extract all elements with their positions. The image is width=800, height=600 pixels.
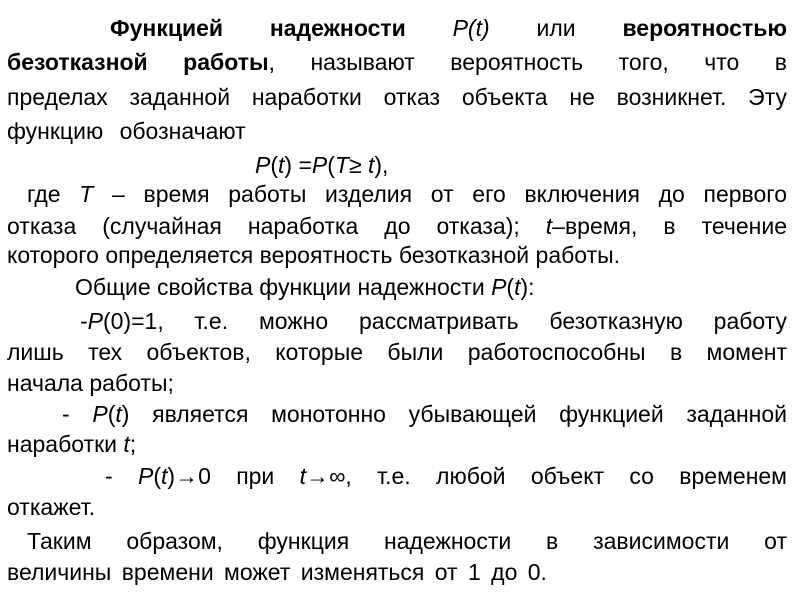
- explanation-line-1: [7, 180, 787, 209]
- explanation-T: T: [79, 181, 94, 207]
- property-3-line-2: откажет.: [7, 494, 95, 520]
- property-2-dash: -: [62, 401, 93, 427]
- property-2-line-1-rest: ) является монотонно убывающей функцией заданной: [121, 401, 787, 427]
- term-failure-free-operation: безотказной работы: [7, 49, 269, 75]
- word-or: или: [536, 15, 576, 41]
- properties-heading-text: Общие свойства функции надежности: [75, 274, 492, 300]
- property-1-dash: -: [80, 308, 88, 334]
- properties-heading-P: P: [491, 274, 507, 300]
- formula-T: T: [334, 152, 349, 178]
- formula-end: ),: [374, 152, 389, 178]
- property-3-line-1-rest: , т.е. любой объект со временем: [345, 463, 787, 489]
- func-P-t: P(t): [452, 15, 490, 41]
- property-1-line-2: лишь тех объектов, которые были работоспособны в момент: [7, 339, 787, 365]
- properties-heading-end: ):: [520, 274, 535, 300]
- term-probability: вероятностью: [622, 15, 788, 41]
- explanation-line-2-rest: –время, в течение: [552, 213, 788, 239]
- formula-t: t: [278, 152, 285, 178]
- definition-line-2: [7, 48, 787, 77]
- definition-line-3: пределах заданной наработки отказ объекта не возникнет. Эту: [7, 84, 787, 110]
- explanation-line-2: [7, 212, 787, 241]
- conclusion-line-2: величины времени может изменяться от 1 до 0.: [7, 559, 547, 585]
- explanation-line-3: которого определяется вероятность безотказной работы.: [7, 242, 621, 268]
- definition-line-2-rest: , называют вероятность того, что в: [268, 49, 787, 75]
- property-3-P: P: [138, 463, 154, 489]
- formula-t2: t: [367, 152, 375, 178]
- property-1-line-3: начала работы;: [7, 370, 174, 396]
- properties-heading-t: t: [514, 274, 521, 300]
- term-reliability-function: Функцией надежности: [110, 15, 406, 41]
- property-1-line-1-rest: (0)=1, т.е. можно рассматривать безотказную работу: [103, 308, 787, 334]
- property-2-P: P: [92, 401, 108, 427]
- property-2-line-2-pre: наработки: [7, 431, 124, 457]
- property-3-t2: t: [299, 463, 307, 489]
- explanation-t: t: [545, 213, 553, 239]
- formula: P(t) =P(T≥ t),: [255, 152, 389, 178]
- property-3-arrow: )→0 при: [167, 463, 300, 489]
- property-2-line-2-end: ;: [129, 431, 137, 457]
- explanation-line-1-rest: – время работы изделия от его включения до первого: [93, 181, 787, 207]
- formula-P2: P: [311, 152, 328, 178]
- property-1-line-1: [7, 307, 787, 336]
- definition-line-4: функцию обозначают: [7, 118, 246, 144]
- explanation-line-2-pre: отказа (случайная наработка до отказа);: [7, 213, 546, 239]
- property-1-P: P: [87, 308, 104, 334]
- explanation-where: где: [27, 181, 80, 207]
- property-3-t: t: [161, 463, 168, 489]
- property-2-line-2: [7, 430, 136, 459]
- formula-ge: ≥: [348, 152, 368, 178]
- property-2-line-1: - P(t) является монотонно убывающей функцией заданной: [62, 401, 787, 427]
- definition-line-1: [7, 14, 787, 43]
- properties-heading: Общие свойства функции надежности P(t):: [75, 274, 535, 300]
- property-2-line-2-t: t: [123, 431, 130, 457]
- property-3-line-1: - P(t)→0 при t→∞, т.е. любой объект со временем: [105, 463, 787, 489]
- formula-equals: ) =: [284, 152, 312, 178]
- property-3-infinity: →∞: [306, 463, 346, 489]
- property-3-dash: -: [105, 463, 138, 489]
- formula-P: P: [255, 152, 271, 178]
- conclusion-line-1: Таким образом, функция надежности в зависимости от: [27, 528, 787, 554]
- property-2-t: t: [115, 401, 122, 427]
